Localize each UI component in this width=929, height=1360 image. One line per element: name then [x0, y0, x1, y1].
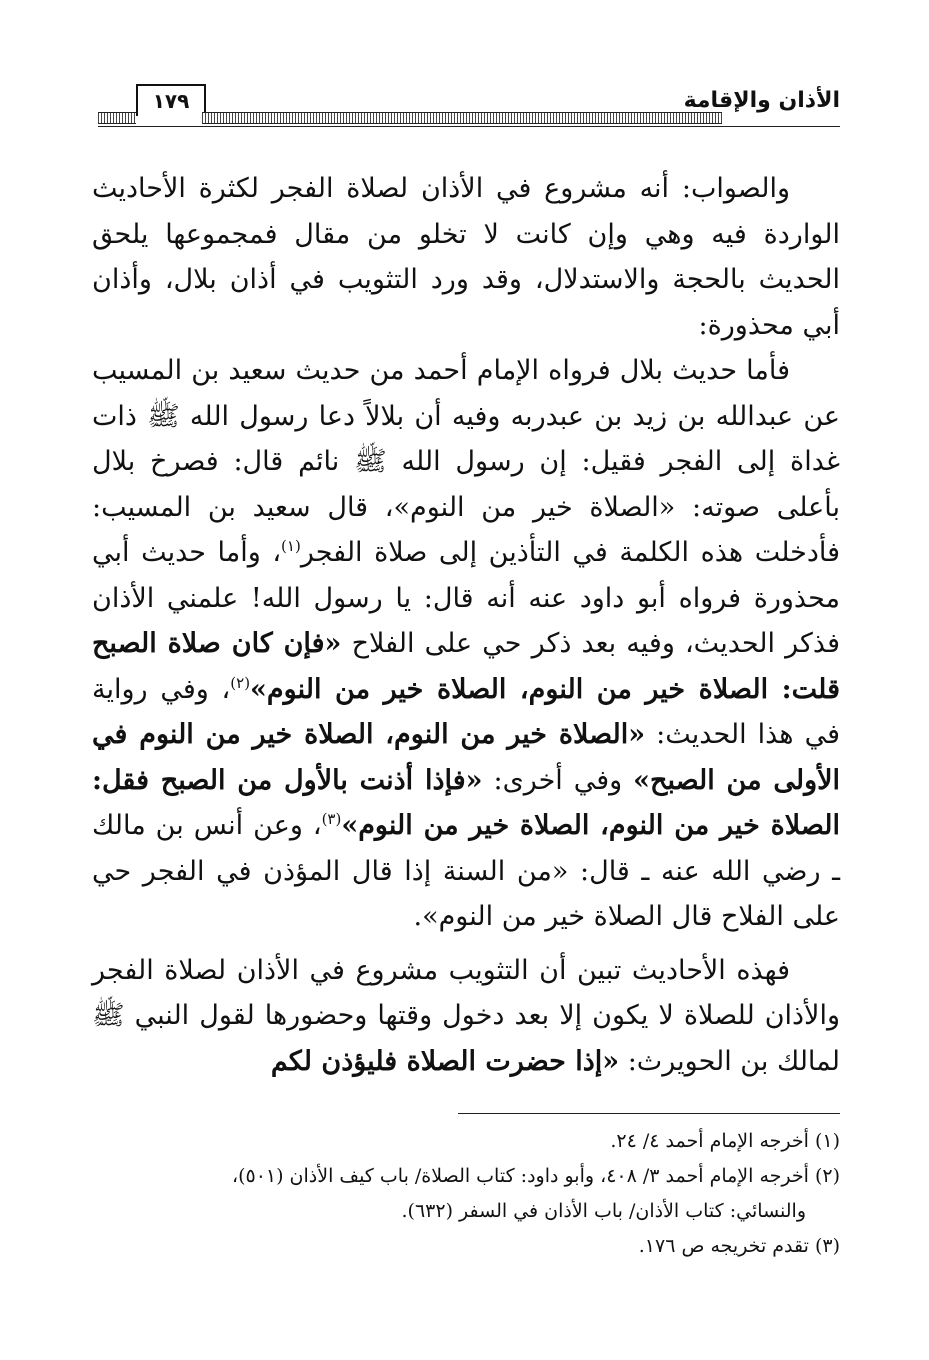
footnote-3: (٣) تقدم تخريجه ص ١٧٦. [638, 1235, 840, 1257]
header-rule-line [98, 126, 840, 127]
footnote-separator [458, 1113, 840, 1114]
footnote-ref-1[interactable]: (١) [281, 537, 301, 555]
footnote-2-continued: والنسائي: كتاب الأذان/ باب الأذان في السفر (٦٣٢). [401, 1200, 806, 1222]
paragraph-1: والصواب: أنه مشروع في الأذان لصلاة الفجر لكثرة الأحاديث الواردة فيه وهي وإن كانت لا تخلو من مقال فمجموعها يلحق الحديث بالحجة والاستدلال، وقد ورد التثويب في أذان بلال، وأذان أبي محذورة: [92, 173, 840, 341]
footnote-ref-2[interactable]: (٢) [230, 673, 251, 692]
footnote-ref-3[interactable]: (٣) [321, 810, 342, 828]
page-number-box [136, 84, 206, 116]
header-hatched-rule-left [98, 112, 136, 124]
page-header [98, 82, 840, 132]
page-number: ١٧٩ [152, 89, 190, 113]
footnotes [92, 1124, 840, 1264]
main-text [92, 166, 840, 1084]
paragraph-2: فأما حديث بلال فرواه الإمام أحمد من حديث سعيد بن المسيب عن عبدالله بن زيد بن عبدربه وفيه أن بلالاً دعا رسول الله ﷺ ذات غداة إلى الفجر فقيل: إن رسول الله ﷺ نائم قال: فصرخ بلال بأعلى صوته: «الصلاة خير من النوم»، قال سعيد بن المسيب: فأدخلت هذه الكلمة في التأذين إلى صلاة الفجر$^{(١)}$، وأما حديث أبي محذورة فرواه أبو داود عنه أنه قال: يا رسول الله! علمني الأذان فذكر الحديث، وفيه بعد ذكر حي على الفلاح «فإن كان صلاة الصبح قلت: الصلاة خير من النوم، الصلاة خير من النوم»$^{(٢)}$، وفي رواية في هذا الحديث: «الصلاة خير من النوم، الصلاة خير من النوم في الأولى من الصبح» وفي أخرى: «فإذا أذنت بالأول من الصبح فقل: الصلاة خير من النوم، الصلاة خير من النوم»$^{(٣)}$، وعن أنس بن مالك ـ رضي الله عنه ـ قال: «من السنة إذا قال المؤذن في الفجر حي على الفلاح قال الصلاة خير من النوم». [92, 355, 841, 932]
footnote-1: (١) أخرجه الإمام أحمد ٤/ ٢٤. [610, 1130, 840, 1152]
paragraph-3: فهذه الأحاديث تبين أن التثويب مشروع في الأذان لصلاة الفجر والأذان للصلاة لا يكون إلا بعد دخول وقتها وحضورها لقول النبي ﷺ لمالك بن الحويرث: «إذا حضرت الصلاة فليؤذن لكم [92, 954, 840, 1077]
header-hatched-rule [202, 112, 722, 124]
chapter-title: الأذان والإقامة [683, 88, 840, 113]
footnote-2: (٢) أخرجه الإمام أحمد ٣/ ٤٠٨، وأبو داود: كتاب الصلاة/ باب كيف الأذان (٥٠١)، [231, 1165, 840, 1187]
